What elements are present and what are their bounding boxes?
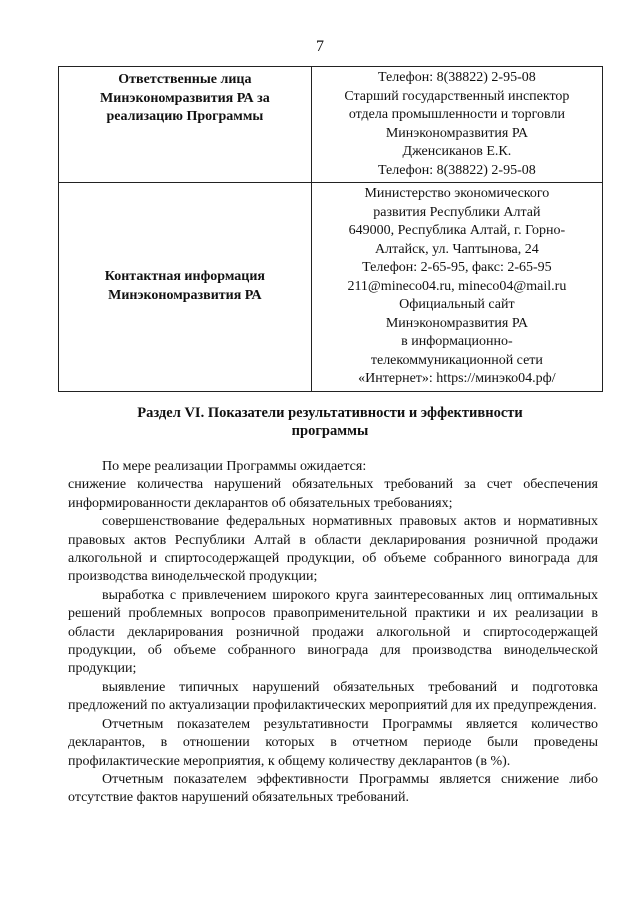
value-line: Старший государственный инспектор: [344, 88, 570, 104]
value-line: Официальный сайт: [399, 297, 515, 312]
website-line: «Интернет»: https://минэко04.рф/: [358, 371, 556, 386]
page-number: 7: [316, 38, 324, 55]
label-line: Минэкономразвития РА: [108, 287, 262, 303]
paragraph-list-item: выявление типичных нарушений обязательных требований и подготовка предложений по актуализации профилактических мероприятий для их предупреждения.: [68, 679, 598, 714]
value-line: Минэкономразвития РА: [385, 125, 528, 141]
label-line: реализацию Программы: [106, 109, 264, 124]
responsible-persons-label: [59, 67, 312, 183]
value-line: 649000, Республика Алтай, г. Горно-: [348, 223, 566, 238]
paragraph-efficiency-indicator: Отчетным показателем эффективности Программы является снижение либо отсутствие фактов нарушений обязательных требований.: [68, 771, 598, 806]
contact-info-row: [59, 183, 603, 392]
label-line: Минэкономразвития РА за: [100, 90, 270, 106]
paragraph-list-item: совершенствование федеральных нормативных правовых актов и нормативных правовых актов Республики Алтай в области декларирования розничной продажи алкогольной и спиртосодержащей продукции, об объеме собранного винограда для производства винодельческой продукции;: [68, 514, 598, 585]
value-line: в информационно-: [401, 334, 513, 349]
contact-info-value: [311, 183, 602, 392]
section-body: [68, 458, 598, 808]
value-line: Дженсиканов Е.К.: [402, 144, 512, 159]
value-line: Телефон: 2-65-95, факс: 2-65-95: [362, 260, 552, 275]
value-line: Министерство экономического: [364, 186, 550, 201]
value-line: телекоммуникационной сети: [370, 352, 543, 368]
value-line: Телефон: 8(38822) 2-95-08: [378, 70, 536, 85]
section-title: [120, 404, 540, 440]
section-title-line: программы: [291, 423, 369, 439]
label-line: Контактная информация: [104, 269, 265, 285]
paragraph-result-indicator: Отчетным показателем результативности Программы является количество декларантов, в отношении которых в отчетном периоде были проведены профилактические мероприятия, к общему количеству декларантов (в %).: [68, 716, 598, 769]
contact-info-label: [59, 183, 312, 392]
value-line: Алтайск, ул. Чаптынова, 24: [375, 241, 539, 257]
contacts-table: [58, 66, 603, 392]
value-line: развития Республики Алтай: [373, 204, 541, 220]
label-line: Ответственные лица: [118, 72, 252, 87]
email-line: 211@mineco04.ru, mineco04@mail.ru: [347, 278, 567, 294]
value-line: Телефон: 8(38822) 2-95-08: [378, 162, 536, 178]
section-title-line: Раздел VI. Показатели результативности и эффективности: [137, 405, 523, 421]
paragraph-list-item: снижение количества нарушений обязательных требований за счет обеспечения информированности декларантов об обязательных требованиях;: [68, 477, 598, 511]
responsible-persons-value: [311, 67, 602, 183]
value-line: Минэкономразвития РА: [385, 315, 528, 331]
paragraph-intro: По мере реализации Программы ожидается:: [102, 459, 367, 474]
value-line: отдела промышленности и торговли: [348, 107, 565, 122]
paragraph-list-item: выработка с привлечением широкого круга заинтересованных лиц оптимальных решений проблемных вопросов правоприменительной практики и их реализации в области декларирования розничной продажи алкогольной и спиртосодержащей продукции, об объеме собранного винограда для производства винодельческой продукции;: [68, 587, 598, 677]
responsible-persons-row: [59, 67, 603, 183]
